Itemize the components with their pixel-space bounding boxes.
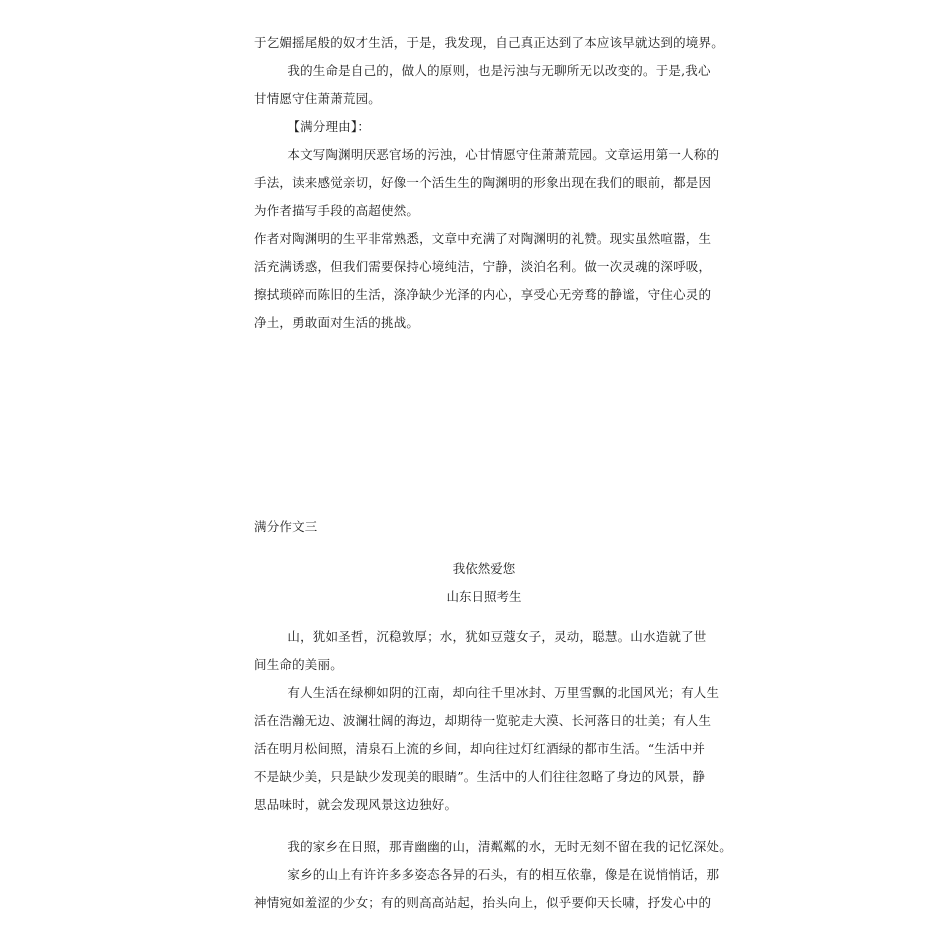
paragraph-line: 不是缺少美，只是缺少发现美的眼睛”。生活中的人们往往忽略了身边的风景，静 xyxy=(254,769,706,784)
section-heading: 满分作文三 xyxy=(254,519,318,534)
paragraph-line: 我的家乡在日照，那青幽幽的山，清粼粼的水，无时无刻不留在我的记忆深处。 xyxy=(254,839,732,854)
paragraph-line: 活在浩瀚无边、波澜壮阔的海边，却期待一览驼走大漠、长河落日的壮美；有人生 xyxy=(254,713,712,728)
paragraph-line: 活在明月松间照，清泉石上流的乡间，却向往过灯红酒绿的都市生活。“生活中并 xyxy=(254,741,706,756)
paragraph-line: 本文写陶渊明厌恶官场的污浊，心甘情愿守住萧萧荒园。文章运用第一人称的 xyxy=(254,147,720,162)
paragraph-line: 间生命的美丽。 xyxy=(254,657,343,672)
paragraph-line: 有人生活在绿柳如阴的江南，却向往千里冰封、万里雪飘的北国风光；有人生 xyxy=(254,685,720,700)
paragraph-line: 为作者描写手段的高超使然。 xyxy=(254,203,420,218)
essay-author: 山东日照考生 xyxy=(446,589,522,604)
paragraph-line: 山，犹如圣哲，沉稳敦厚；水，犹如豆蔻女子，灵动，聪慧。山水造就了世 xyxy=(254,629,707,644)
paragraph-line: 擦拭琐碎而陈旧的生活，涤净缺少光泽的内心，享受心无旁骛的静谧，守住心灵的 xyxy=(254,287,712,302)
paragraph-line: 我的生命是自己的，做人的原则，也是污浊与无聊所无以改变的。于是,我心 xyxy=(254,63,711,78)
paragraph-line: 作者对陶渊明的生平非常熟悉，文章中充满了对陶渊明的礼赞。现实虽然喧嚣，生 xyxy=(254,231,712,246)
paragraph-line: 活充满诱惑，但我们需要保持心境纯洁，宁静，淡泊名利。做一次灵魂的深呼吸， xyxy=(254,259,712,274)
paragraph-line: 净土，勇敢面对生活的挑战。 xyxy=(254,315,420,330)
paragraph-line: 家乡的山上有许许多多姿态各异的石头，有的相互依靠，像是在说悄悄话，那 xyxy=(254,867,720,882)
paragraph-line: 神情宛如羞涩的少女；有的则高高站起，抬头向上，似乎要仰天长啸，抒发心中的 xyxy=(254,895,712,910)
paragraph-line: 于乞媚摇尾般的奴才生活，于是，我发现，自己真正达到了本应该早就达到的境界。 xyxy=(254,35,724,50)
essay-title: 我依然爱您 xyxy=(452,561,516,576)
paragraph-line: 手法，读来感觉亲切，好像一个活生生的陶渊明的形象出现在我们的眼前，都是因 xyxy=(254,175,712,190)
section-label: 【满分理由】： xyxy=(254,119,371,134)
paragraph-line: 甘情愿守住萧萧荒园。 xyxy=(254,91,382,106)
paragraph-line: 思品味时，就会发现风景这边独好。 xyxy=(254,797,458,812)
